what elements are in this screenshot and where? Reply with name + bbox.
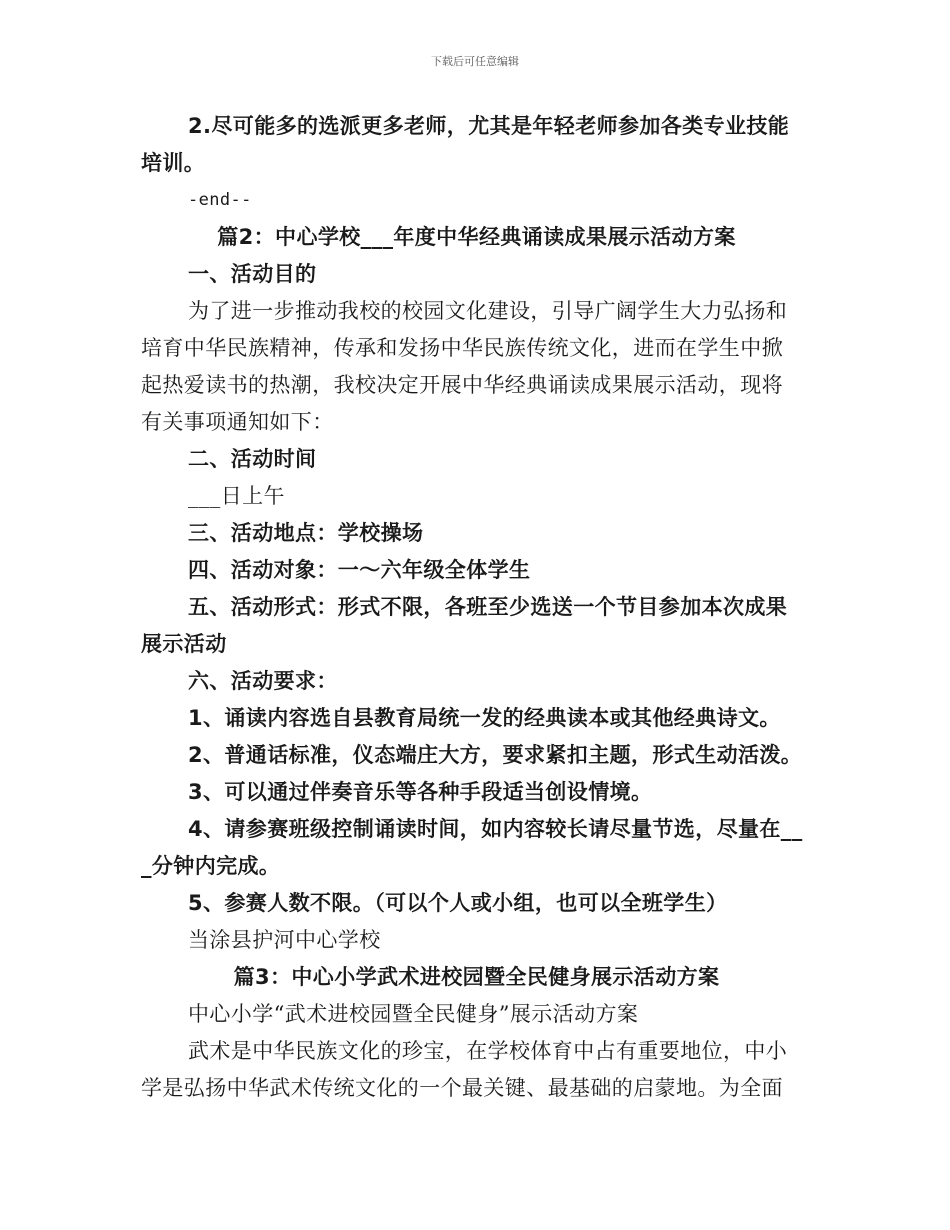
paragraph-line: 有关事项通知如下： xyxy=(141,410,334,434)
signature-line: 当涂县护河中心学校 xyxy=(188,928,381,952)
section-heading: 五、活动形式：形式不限，各班至少选送一个节目参加本次成果 xyxy=(188,595,788,619)
section-title: 篇2：中心学校___年度中华经典诵读成果展示活动方案 xyxy=(217,225,736,249)
list-item: 3、可以通过伴奏音乐等各种手段适当创设情境。 xyxy=(188,780,653,804)
paragraph-line: 培育中华民族精神，传承和发扬中华民族传统文化，进而在学生中掀 xyxy=(141,336,783,360)
paragraph-line: 展示活动 xyxy=(141,632,227,656)
page-header: 下载后可任意编辑 xyxy=(431,55,519,68)
paragraph-line: 为了进一步推动我校的校园文化建设，引导广阔学生大力弘扬和 xyxy=(188,299,788,323)
section-heading: 四、活动对象：一～六年级全体学生 xyxy=(188,558,531,582)
paragraph-line: 武术是中华民族文化的珍宝，在学校体育中占有重要地位，中小 xyxy=(188,1039,788,1063)
list-item: 4、请参赛班级控制诵读时间，如内容较长请尽量节选，尽量在__ xyxy=(188,817,803,841)
paragraph-line: 培训。 xyxy=(141,151,206,175)
paragraph-line: 2.尽可能多的选派更多老师，尤其是年轻老师参加各类专业技能 xyxy=(188,114,790,138)
list-item: 1、诵读内容选自县教育局统一发的经典读本或其他经典诗文。 xyxy=(188,706,781,730)
list-item: 2、普通话标准，仪态端庄大方，要求紧扣主题，形式生动活泼。 xyxy=(188,743,803,767)
paragraph-line: 中心小学“武术进校园暨全民健身”展示活动方案 xyxy=(188,1002,639,1026)
section-heading: 一、活动目的 xyxy=(188,262,317,286)
section-heading: 六、活动要求： xyxy=(188,669,338,693)
document-body xyxy=(141,108,812,1107)
paragraph-line: ___日上午 xyxy=(188,484,285,508)
list-item: 5、参赛人数不限。（可以个人或小组，也可以全班学生） xyxy=(188,891,728,915)
paragraph-line: 起热爱读书的热潮，我校决定开展中华经典诵读成果展示活动，现将 xyxy=(141,373,783,397)
section-title: 篇3：中心小学武术进校园暨全民健身展示活动方案 xyxy=(233,965,720,989)
paragraph-line: 学是弘扬中华武术传统文化的一个最关键、最基础的启蒙地。为全面 xyxy=(141,1076,783,1100)
end-marker: -end-- xyxy=(188,190,252,210)
paragraph-line: _分钟内完成。 xyxy=(141,854,281,878)
section-heading: 二、活动时间 xyxy=(188,447,317,471)
section-heading: 三、活动地点：学校操场 xyxy=(188,521,424,545)
